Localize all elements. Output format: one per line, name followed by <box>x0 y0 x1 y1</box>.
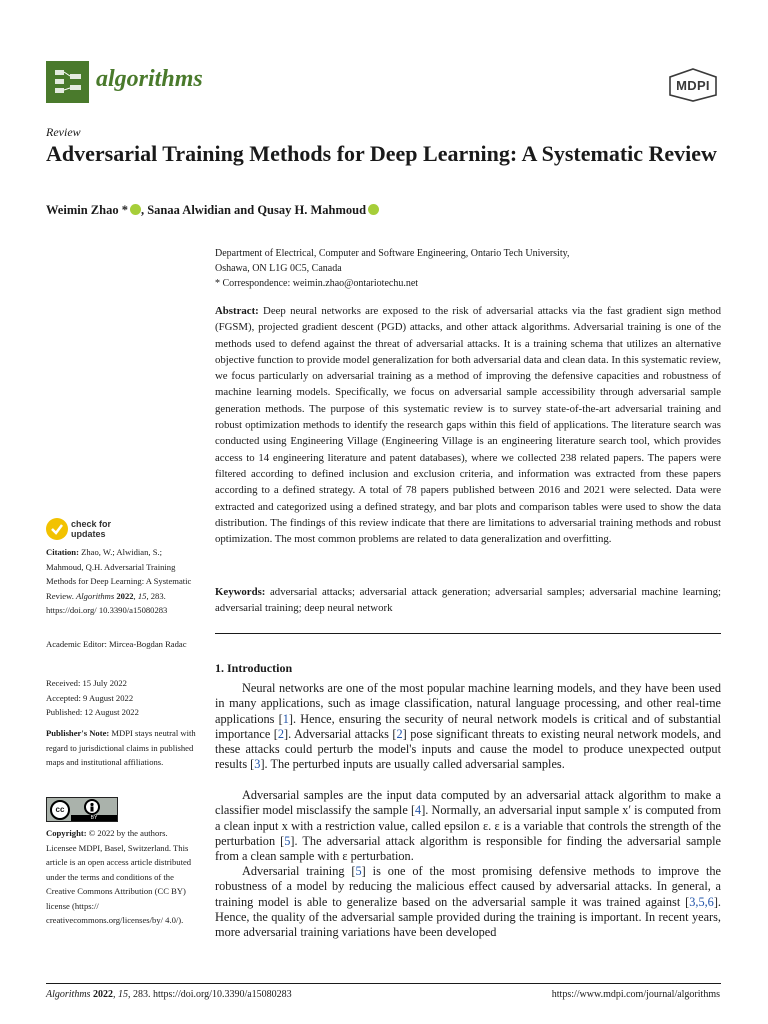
person-icon <box>84 799 100 815</box>
paragraph: Neural networks are one of the most popular machine learning models, and they have been used in many applications, such as image classification, natural language processing, and other real-time applications [1]. Hence, ensuring the security of neural network models is critical and of substantial importance [2]. Adversarial attacks [2] pose significant threats to existing neural network models, and these attacks could perturb the model's inputs and cause the model to produce unexpected output results [3]. The perturbed inputs are usually called adversarial samples. <box>215 681 721 772</box>
orcid-icon[interactable] <box>368 204 379 215</box>
footer-citation: Algorithms 2022, 15, 283. https://doi.org/10.3390/a15080283 <box>46 989 292 1000</box>
correspondence: * Correspondence: weimin.zhao@ontariotechu.net <box>215 278 419 289</box>
keywords-label: Keywords: <box>215 586 266 598</box>
mdpi-logo-icon[interactable] <box>666 68 720 102</box>
affiliation-line: Department of Electrical, Computer and Software Engineering, Ontario Tech University, <box>215 248 570 259</box>
footer-divider <box>46 983 721 984</box>
citation-link[interactable]: 1 <box>282 711 289 726</box>
paragraph: Adversarial samples are the input data computed by an adversarial attack algorithm to make a classifier model misclassify the sample [4]. Normally, an adversarial input sample x′ is computed from a clean input x with a restriction value, called epsilon ε. ε is a variable that controls the strength of the perturbation [5]. The adversarial attack algorithm is responsible for finding the adversarial sample from a clean sample with ε perturbation. <box>215 788 722 864</box>
check-for-updates-button[interactable] <box>46 518 126 542</box>
citation-link[interactable]: 5 <box>355 864 362 878</box>
cc-by-license-icon[interactable]: cc BY <box>46 797 118 822</box>
citation-link[interactable]: 3 <box>254 757 261 772</box>
citation-link[interactable]: 2 <box>396 726 403 741</box>
accepted-date: Accepted: 9 August 2022 <box>46 692 134 703</box>
author-others[interactable]: , Sanaa Alwidian and Qusay H. Mahmoud <box>140 203 367 217</box>
author-list <box>46 203 379 218</box>
dates-block <box>46 676 198 720</box>
journal-name[interactable]: algorithms <box>96 66 203 92</box>
publisher-name: MDPI <box>676 78 710 93</box>
citation-link[interactable]: 4 <box>415 803 422 818</box>
received-date: Received: 15 July 2022 <box>46 678 127 688</box>
abstract <box>215 303 721 547</box>
author-1[interactable]: Weimin Zhao * <box>46 203 128 217</box>
article-type: Review <box>46 125 81 139</box>
journal-logo-icon <box>46 61 89 103</box>
abstract-text: Deep neural networks are exposed to the risk of adversarial attacks via the fast gradient sign method (FGSM), projected gradient descent (PGD) attacks, and other attack algorithms. Adversarial training is one of the methods used to defend against the threat of adversarial attacks. It is a training schema that utilizes an alternative objective function to provide model generalization for both adversarial data and clean data. In this systematic review, we focus particularly on adversarial training as a method of improving the defensive capacities and robustness of machine learning models. Specifically, we focus on adversarial sample accessibility through adversarial sample generation methods. The purpose of this systematic review is to survey state-of-the-art adversarial training and robust optimization methods to identify the research gaps within this field of applications. The literature search was conducted using Engineering Village (Engineering Village is an engineering literature search tool, which provides access to 14 engineering literature and patent databases), where we collected 238 related papers. The papers were filtered according to defined inclusion and exclusion criteria, and information was extracted from these papers according to a defined strategy. A total of 78 papers published between 2016 and 2021 were selected. Data were extracted and categorized using a defined strategy, and bar plots and comparison tables were used to show the data distribution. The findings of this review indicate that there are limitations to adversarial training methods and robust optimization. The most common problems are related to data generalization and overfitting. <box>215 305 721 546</box>
keywords-text: adversarial attacks; adversarial attack generation; adversarial samples; adversarial machine learning; adversarial training; deep neural network <box>215 586 721 615</box>
affiliation <box>215 246 720 291</box>
doi-link[interactable]: , 283. https://doi.org/ 10.3390/a15080283 <box>46 590 168 615</box>
keywords <box>215 584 721 617</box>
section-heading: 1. Introduction <box>215 661 293 675</box>
published-date: Published: 12 August 2022 <box>46 707 139 717</box>
citation-link[interactable]: 2 <box>277 726 285 741</box>
orcid-icon[interactable] <box>130 204 141 215</box>
article-title: Adversarial Training Methods for Deep Learning: A Systematic Review <box>46 141 717 166</box>
footer-journal-url[interactable]: https://www.mdpi.com/journal/algorithms <box>551 989 720 1000</box>
abstract-label: Abstract: <box>215 305 259 317</box>
citation-block: Citation: Zhao, W.; Alwidian, S.; Mahmoud, Q.H. Adversarial Training Methods for Deep Learning: A Systematic Review. Algorithms 2022, 15, 283. https://doi.org/ 10.3390/a15080283 <box>46 547 192 615</box>
check-updates-label: check for updates <box>71 519 112 539</box>
divider <box>215 633 721 634</box>
publishers-note: Publisher's Note: MDPI stays neutral with regard to jurisdictional claims in published maps and institutional affiliations. <box>46 728 196 767</box>
citation-link[interactable]: 3,5,6 <box>689 894 714 909</box>
affiliation-line: Oshawa, ON L1G 0C5, Canada <box>215 263 342 274</box>
paragraph: Adversarial training [5] is one of the most promising defensive methods to improve the robustness of a model by reducing the malicious effect caused by adversarial attacks. In general, a training model is able to generalize based on the adversarial sample it was trained against [3,5,6]. Hence, the quality of the adversarial sample provided during the training is important. In recent years, more adversarial training variations have been developed <box>215 864 721 940</box>
copyright-block: Copyright: © 2022 by the authors. Licensee MDPI, Basel, Switzerland. This article is an open access article distributed under the terms and conditions of the Creative Commons Attribution (CC BY) license (https:// creativecommons.org/licenses/by/ 4.0/). <box>46 828 192 925</box>
checkmark-icon <box>46 518 68 540</box>
citation-link[interactable]: 5 <box>284 833 291 848</box>
footer-doi-link[interactable]: , 283. https://doi.org/10.3390/a15080283 <box>127 989 292 1000</box>
academic-editor: Academic Editor: Mircea-Bogdan Radac <box>46 639 187 649</box>
